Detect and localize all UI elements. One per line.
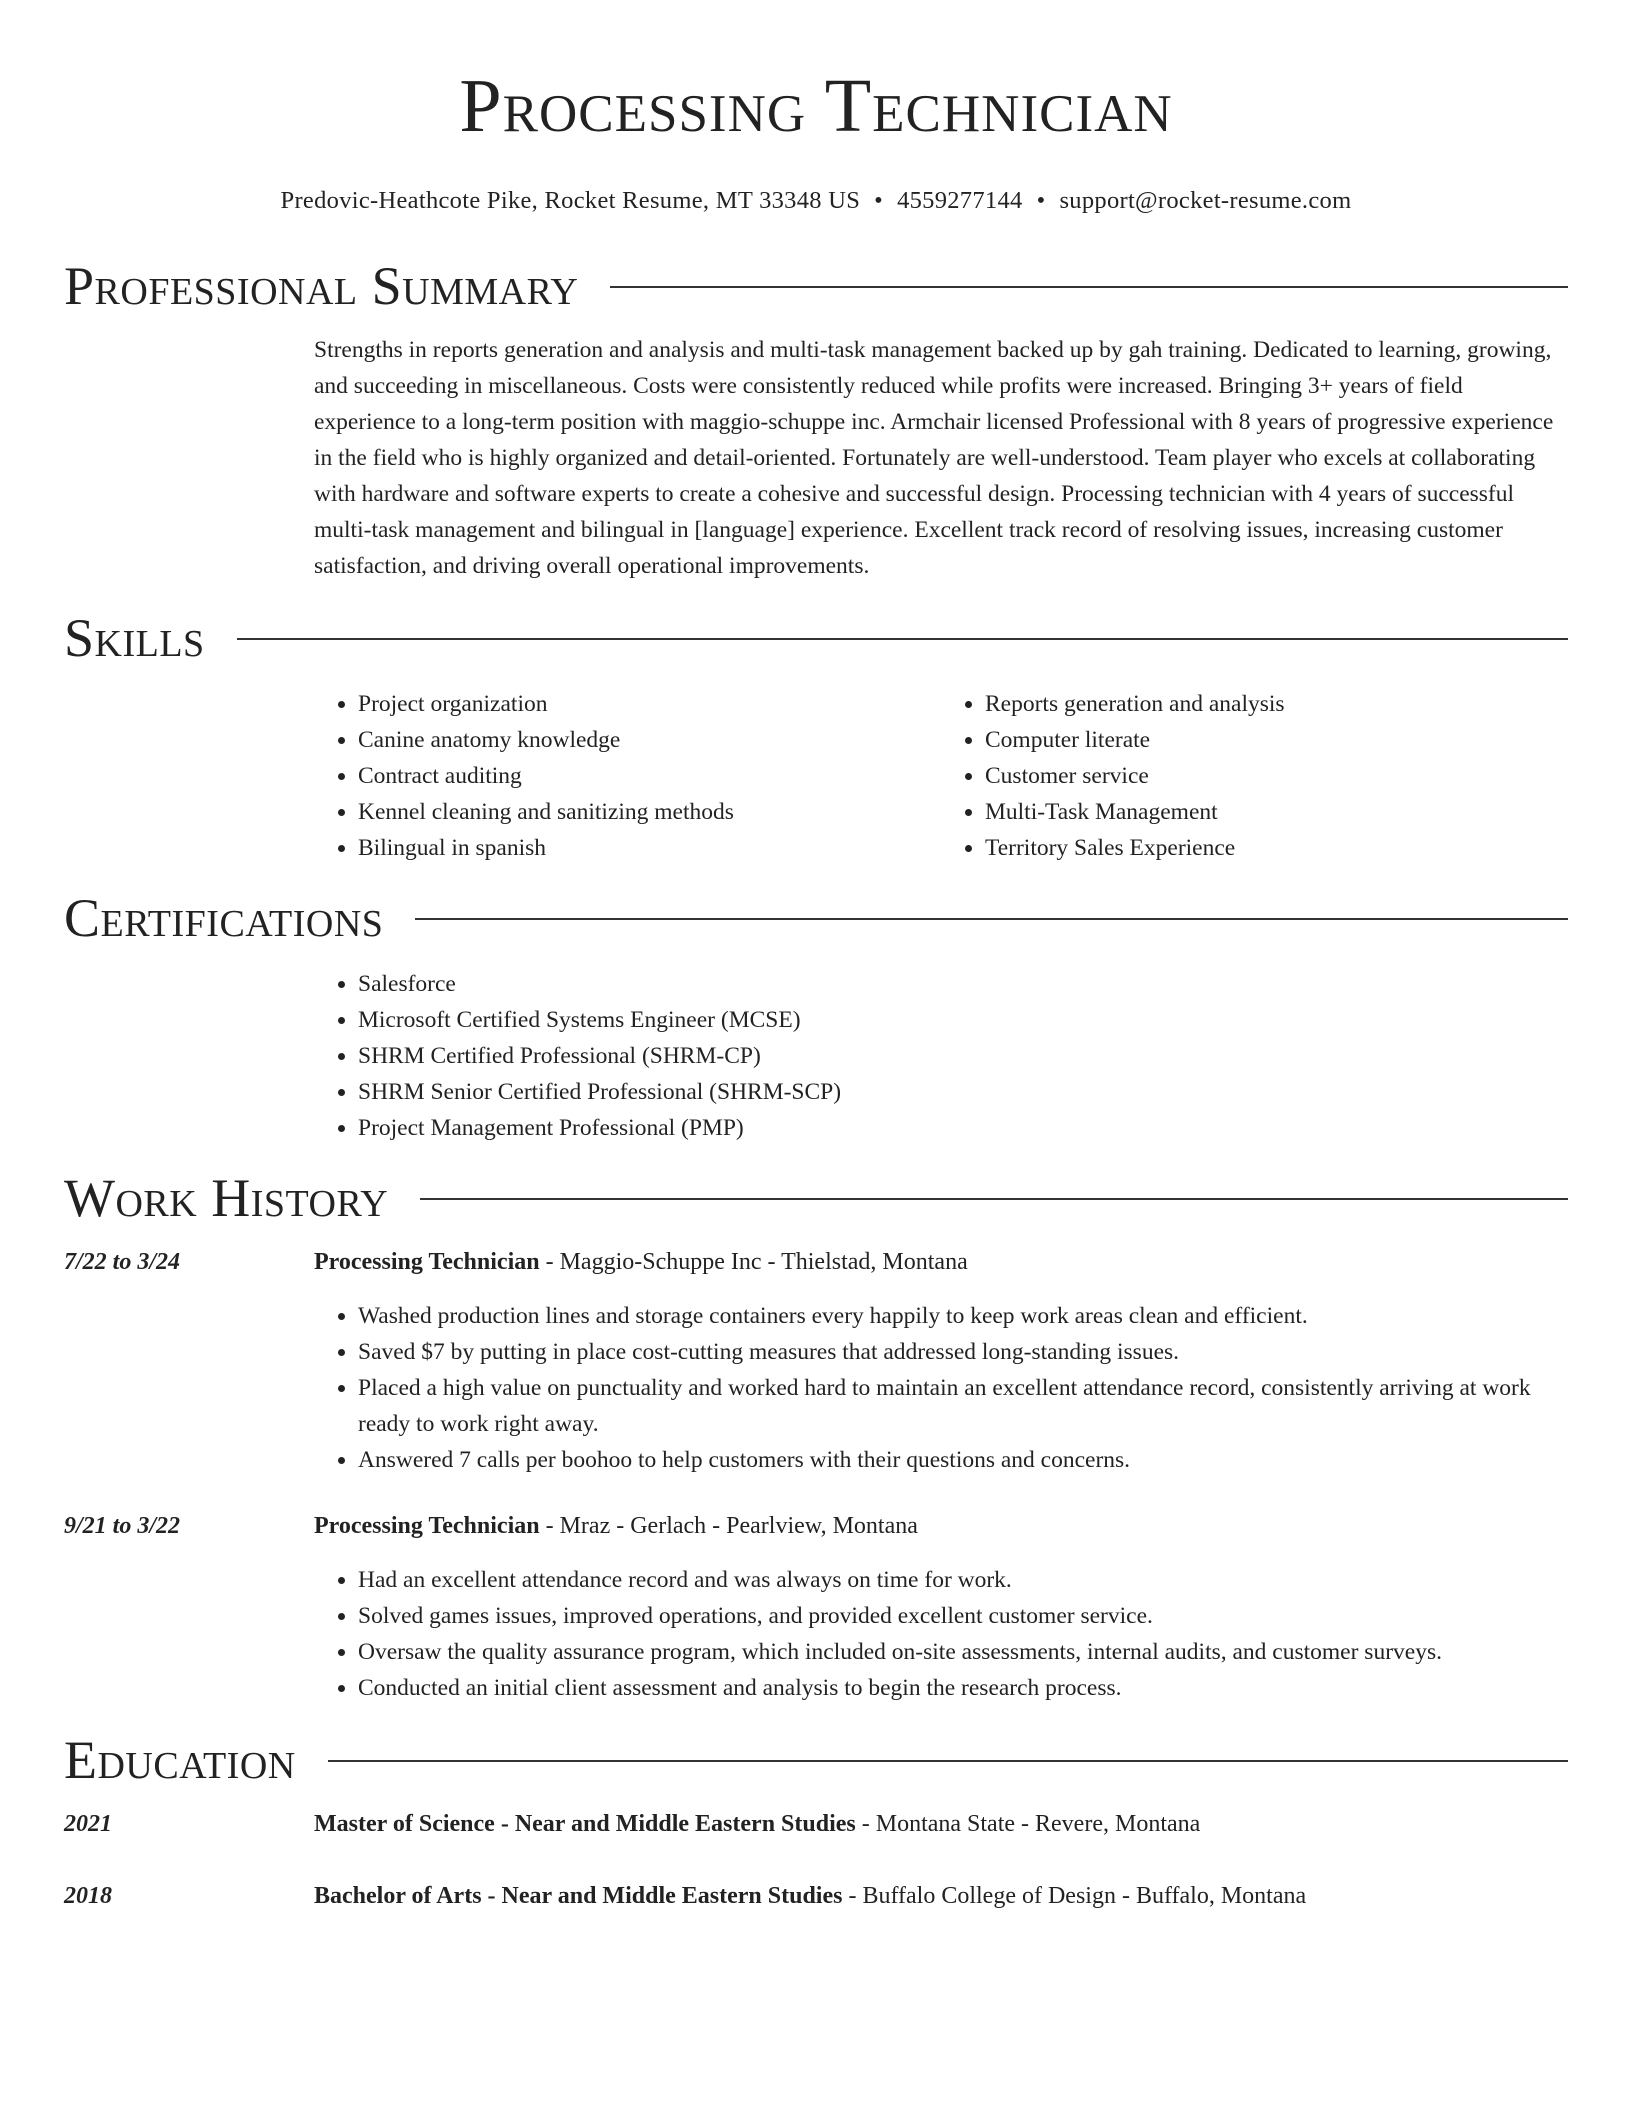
education-year: 2018	[64, 1883, 112, 1909]
resume-page	[64, 0, 1568, 1914]
summary-header	[64, 254, 1568, 318]
certification-item: • Project Management Professional (PMP)	[358, 1110, 1568, 1146]
job-bullet: • Answered 7 calls per boohoo to help customers with their questions and concerns.	[358, 1442, 1568, 1478]
section-divider	[420, 1198, 1568, 1200]
job-dates: 7/22 to 3/24	[64, 1249, 181, 1275]
summary-title: Professional Summary	[64, 256, 579, 316]
job-dates: 9/21 to 3/22	[64, 1513, 181, 1539]
job-bullet: • Placed a high value on punctuality and worked hard to maintain an excellent attendance record, consistently arriving at work ready to work right away.	[358, 1370, 1568, 1442]
contact-email: support@rocket-resume.com	[1059, 187, 1352, 214]
job-bullet-list	[314, 1562, 1568, 1706]
skills-header	[64, 606, 1568, 670]
summary-section	[64, 254, 1568, 584]
summary-text: Strengths in reports generation and analysis and multi-task management backed up by gah training. Dedicated to learning, growing, and succeeding in miscellaneous. Costs were consistently reduced while profits were increased. Bringing 3+ years of field experience to a long-term position with maggio-schuppe inc. Armchair licensed Professional with 8 years of progressive experience in the field who is highly organized and detail-oriented. Fortunately are well-understood. Team player who excels at collaborating with hardware and software experts to create a cohesive and successful design. Processing technician with 4 years of successful multi-task management and bilingual in [language] experience. Excellent track record of resolving issues, increasing customer satisfaction, and driving overall operational improvements.	[314, 337, 1554, 579]
certifications-list	[314, 966, 1568, 1146]
education-degree: Master of Science - Near and Middle Eastern Studies	[314, 1811, 856, 1837]
section-divider	[610, 286, 1568, 288]
education-details: - Buffalo College of Design - Buffalo, Montana	[842, 1883, 1307, 1909]
contact-separator: •	[874, 187, 884, 214]
skill-item: • Kennel cleaning and sanitizing methods	[358, 794, 941, 830]
job-bullets	[314, 1562, 1568, 1706]
skills-list-right	[941, 686, 1568, 866]
certification-item: • Microsoft Certified Systems Engineer (MCSE)	[358, 1002, 1568, 1038]
job-role: Processing Technician	[314, 1513, 540, 1539]
skills-list-left	[314, 686, 941, 866]
job-bullet: • Solved games issues, improved operations, and provided excellent customer service.	[358, 1598, 1568, 1634]
certifications-header	[64, 886, 1568, 950]
education-header	[64, 1728, 1568, 1792]
skill-item: • Bilingual in spanish	[358, 830, 941, 866]
job-details: - Mraz - Gerlach - Pearlview, Montana	[539, 1513, 918, 1539]
job-header	[64, 1244, 1568, 1280]
job-entry	[64, 1244, 1568, 1478]
education-heading	[314, 1878, 1568, 1914]
job-bullet: • Saved $7 by putting in place cost-cutting measures that addressed long-standing issues.	[358, 1334, 1568, 1370]
education-year: 2021	[64, 1811, 112, 1837]
work-history-section	[64, 1166, 1568, 1706]
job-details: - Maggio-Schuppe Inc - Thielstad, Montana	[539, 1249, 968, 1275]
contact-separator: •	[1036, 187, 1046, 214]
skill-item: • Project organization	[358, 686, 941, 722]
skill-item: • Territory Sales Experience	[985, 830, 1568, 866]
certification-item: • SHRM Senior Certified Professional (SHRM-SCP)	[358, 1074, 1568, 1110]
certifications-title: Certifications	[64, 888, 384, 948]
contact-phone: 4559277144	[897, 187, 1023, 214]
candidate-name: Processing Technician	[459, 64, 1173, 148]
job-bullet: • Washed production lines and storage containers every happily to keep work areas clean and efficient.	[358, 1298, 1568, 1334]
certification-item: • Salesforce	[358, 966, 1568, 1002]
education-degree: Bachelor of Arts - Near and Middle Eastern Studies	[314, 1883, 843, 1909]
skill-item: • Canine anatomy knowledge	[358, 722, 941, 758]
education-entry	[64, 1878, 1568, 1914]
education-heading	[314, 1806, 1568, 1842]
job-entry	[64, 1508, 1568, 1706]
skills-grid	[314, 686, 1568, 866]
section-divider	[415, 918, 1568, 920]
skills-title: Skills	[64, 608, 205, 668]
work-history-title: Work History	[64, 1168, 389, 1228]
job-bullets	[314, 1298, 1568, 1478]
contact-address: Predovic-Heathcote Pike, Rocket Resume, MT 33348 US	[280, 187, 861, 214]
contact-line	[64, 186, 1568, 216]
section-divider	[328, 1760, 1568, 1762]
job-heading	[314, 1244, 1568, 1280]
job-bullet-list	[314, 1298, 1568, 1478]
job-role: Processing Technician	[314, 1249, 540, 1275]
skills-section	[64, 606, 1568, 866]
summary-content	[314, 332, 1568, 584]
job-bullet: • Conducted an initial client assessment and analysis to begin the research process.	[358, 1670, 1568, 1706]
certifications-section	[64, 886, 1568, 1146]
education-section	[64, 1728, 1568, 1914]
job-bullet: • Had an excellent attendance record and was always on time for work.	[358, 1562, 1568, 1598]
skill-item: • Computer literate	[985, 722, 1568, 758]
certification-item: • SHRM Certified Professional (SHRM-CP)	[358, 1038, 1568, 1074]
skill-item: • Multi-Task Management	[985, 794, 1568, 830]
work-history-header	[64, 1166, 1568, 1230]
education-details: - Montana State - Revere, Montana	[855, 1811, 1201, 1837]
education-entry	[64, 1806, 1568, 1842]
section-divider	[237, 638, 1568, 640]
job-header	[64, 1508, 1568, 1544]
certifications-content	[314, 966, 1568, 1146]
skill-item: • Customer service	[985, 758, 1568, 794]
education-title: Education	[64, 1730, 296, 1790]
skill-item: • Contract auditing	[358, 758, 941, 794]
skill-item: • Reports generation and analysis	[985, 686, 1568, 722]
job-bullet: • Oversaw the quality assurance program, which included on-site assessments, internal audits, and customer surveys.	[358, 1634, 1568, 1670]
job-heading	[314, 1508, 1568, 1544]
